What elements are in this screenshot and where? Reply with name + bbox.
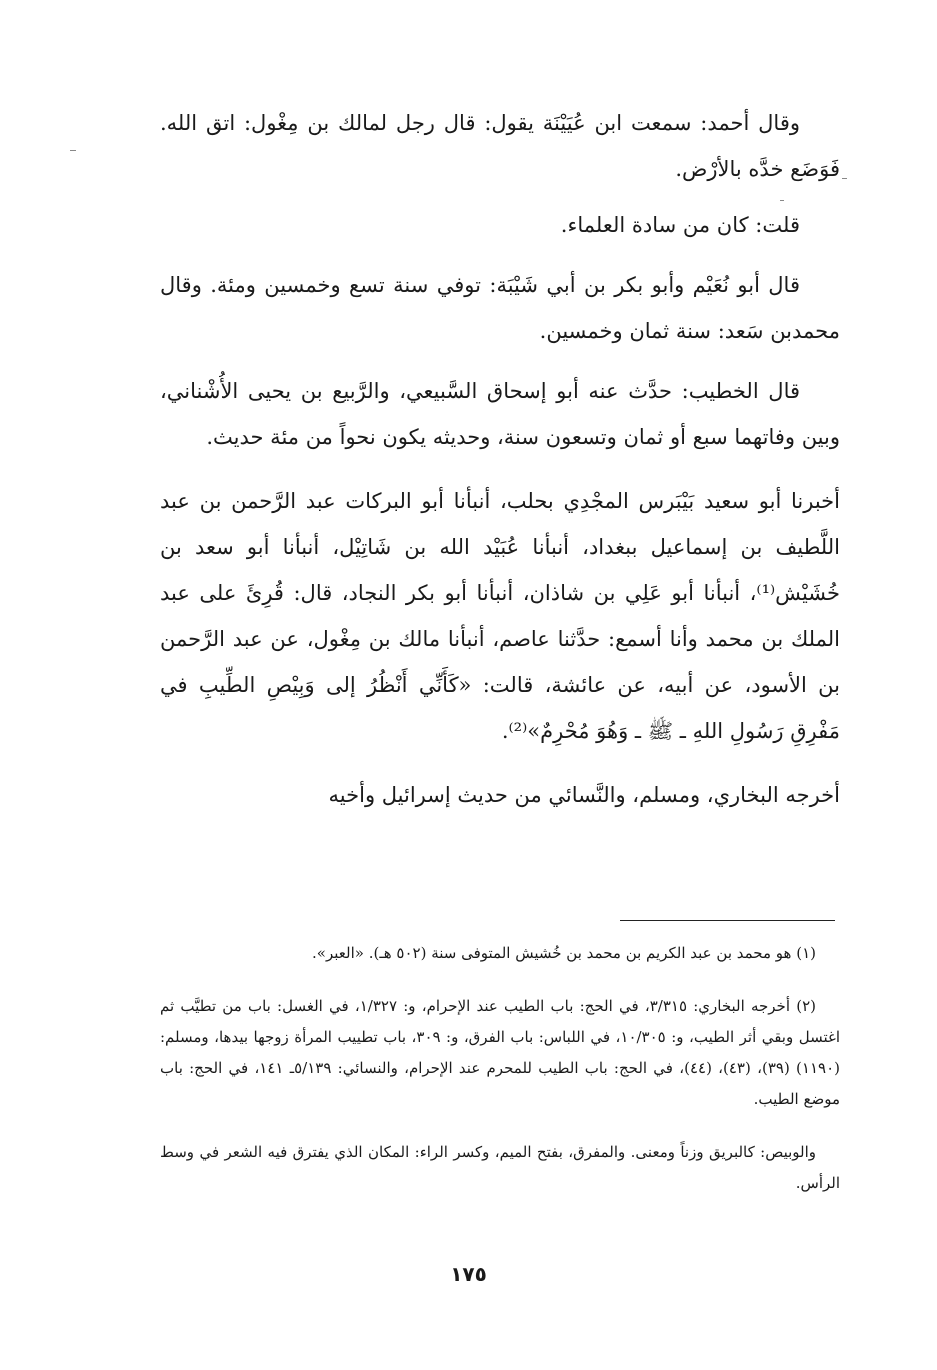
scan-speck xyxy=(842,178,847,179)
paragraph: قال الخطيب: حدَّث عنه أبو إسحاق السَّبيعي، والرَّبيع بن يحيى الأُشْناني، وبين وفاتهما سبع أو ثمان وتسعون سنة، وحديثه يكون نحواً من مئة حديث. xyxy=(160,379,840,449)
main-text xyxy=(160,100,840,836)
footnote: (٢) أخرجه البخاري: ٣/٣١٥، في الحج: باب الطيب عند الإحرام، و: ١/٣٢٧، في الغسل: باب من تطيَّب ثم اغتسل وبقي أثر الطيب، و: ١٠/٣٠٥، في اللباس: باب الفرق، و: ٣٠٩، باب تطييب المرأة زوجها بيدها، ومسلم: (١١٩٠) (٣٩)، (٤٣)، (٤٤)، في الحج: باب الطيب للمحرم عند الإحرام، والنسائي: ٥/١٣٩ـ ١٤١، في الحج: باب موضع الطيب. xyxy=(160,997,840,1108)
page-number: ١٧٥ xyxy=(450,1262,487,1286)
footnote-note: والوبيص: كالبريق وزناً ومعنى. والمفرق، بفتح الميم، وكسر الراء: المكان الذي يفترق فيه الشعر في وسط الرأس. xyxy=(160,1143,840,1192)
paragraph: قال أبو نُعَيْم وأبو بكر بن أبي شَيْبَة: توفي سنة تسع وخمسين ومئة. وقال محمدبن سَعد: سنة ثمان وخمسين. xyxy=(160,273,840,343)
paragraph: أخرجه البخاري، ومسلم، والنَّسائي من حديث إسرائيل وأخيه xyxy=(328,783,840,807)
footnote: (١) هو محمد بن عبد الكريم بن محمد بن خُشيش المتوفى سنة (٥٠٢ هـ). «العبر». xyxy=(312,944,816,962)
footnote-divider xyxy=(620,920,835,921)
paragraph: قلت: كان من سادة العلماء. xyxy=(560,213,800,237)
paragraph: وقال أحمد: سمعت ابن عُيَيْنَة يقول: قال رجل لمالك بن مِغْول: اتق الله. فَوَضَع خدَّه بالأرْض. xyxy=(160,111,840,181)
scan-speck xyxy=(70,150,76,151)
paragraph: أخبرنا أبو سعيد بَيْبَرس المجْدِي بحلب، أنبأنا أبو البركات عبد الرَّحمن بن عبد اللَّطيف بن إسماعيل ببغداد، أنبأنا عُبَيْد الله بن شَاتِيْل، أنبأنا أبو سعد بن خُشَيْش⁽¹⁾، أنبأنا أبو عَلِي بن شاذان، أنبأنا أبو بكر النجاد، قال: قُرِئَ على عبد الملك بن محمد وأنا أسمع: حدَّثنا عاصم، أنبأنا مالك بن مِغْول، عن عبد الرَّحمن بن الأسود، عن أبيه، عن عائشة، قالت: «كَأَنِّي أَنْظُرُ إلى وَبِيْصِ الطِّيبِ في مَفْرِقِ رَسُولِ اللهِ ـ ﷺ ـ وَهُوَ مُحْرِمٌ»⁽²⁾. xyxy=(160,489,840,743)
footnotes xyxy=(160,938,840,1221)
